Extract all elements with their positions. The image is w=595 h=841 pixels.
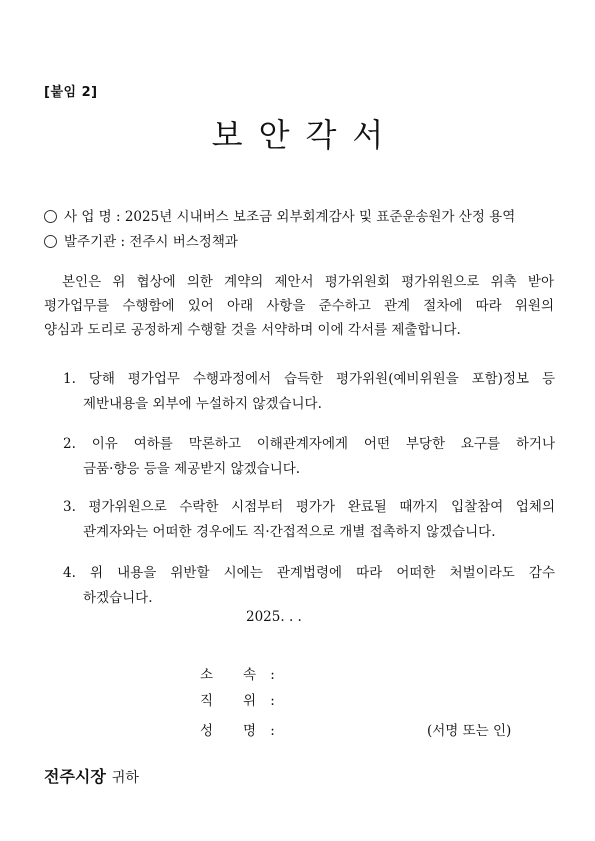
addressee-suffix: 귀하 [111,770,139,786]
affiliation-label: 소 속 [200,667,256,683]
name-label: 성 명 [200,723,256,739]
position-label: 직 위 [200,693,256,709]
client-label: 발주기관 : [64,234,126,250]
attachment-label: [붙임 2] [44,85,98,100]
position-colon: : [270,693,275,709]
item-2-line-2: 금품·향응 등을 제공받지 않겠습니다. [83,461,301,477]
item-4-line-2: 하겠습니다. [83,590,153,606]
intro-line-2: 평가업무를 수행함에 있어 아래 사항을 준수하고 관계 절차에 따라 위원의 [44,298,554,314]
client-value: 전주시 버스정책과 [129,234,238,250]
affiliation-row [200,663,275,683]
signature-seal-note: (서명 또는 인) [427,723,512,739]
item-3-line-2: 관계자와는 어떠한 경우에도 직·간접적으로 개별 접촉하지 않겠습니다. [83,524,496,540]
pledge-item-4 [63,561,555,611]
project-name-value: 2025년 시내버스 보조금 외부회계감사 및 표준운송원가 산정 용역 [124,209,516,225]
pledge-item-2 [63,432,555,482]
name-colon: : [270,723,275,739]
item-3-line-1: 3. 평가위원으로 수락한 시점부터 평가가 완료될 때까지 입찰참여 업체의 [63,499,555,515]
item-4-line-1: 4. 위 내용을 위반할 시에는 관계법령에 따라 어떠한 처벌이라도 감수 [63,565,555,581]
intro-line-3: 양심과 도리로 공정하게 수행할 것을 서약하며 이에 각서를 제출합니다. [44,322,461,338]
addressee-name: 전주시장 [44,767,106,786]
project-name-label: 사 업 명 : [64,209,121,225]
circle-bullet-icon [44,210,57,223]
project-name-row [44,205,515,225]
position-row [200,689,275,709]
item-1-line-2: 제반내용을 외부에 누설하지 않겠습니다. [83,396,322,412]
client-row [44,230,238,250]
pledge-item-1 [63,367,555,417]
circle-bullet-icon [44,235,57,248]
document-title: 보안각서 [211,116,400,154]
item-1-line-1: 1. 당해 평가업무 수행과정에서 습득한 평가위원(예비위원을 포함)정보 등 [63,371,555,387]
affiliation-colon: : [270,667,275,683]
addressee [44,764,139,787]
pledge-date: 2025. . . [246,609,302,625]
pledge-item-3 [63,495,555,545]
name-row [200,719,275,739]
item-2-line-1: 2. 이유 여하를 막론하고 이해관계자에게 어떤 부당한 요구를 하거나 [63,436,555,452]
intro-line-1: 본인은 위 협상에 의한 계약의 제안서 평가위원회 평가위원으로 위촉 받아 [62,274,554,290]
pledge-intro [44,270,554,342]
